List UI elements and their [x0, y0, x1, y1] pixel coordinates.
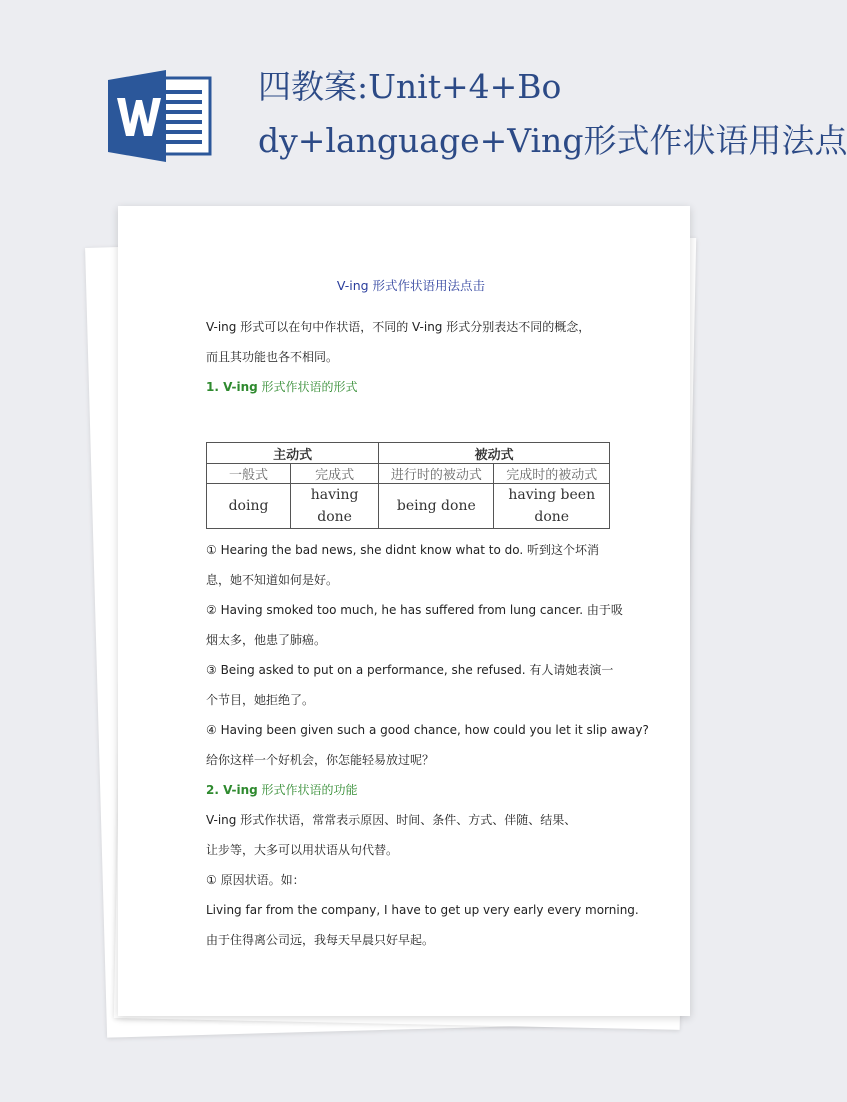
sub-header: 一般式	[207, 464, 291, 484]
table-cell: having been done	[494, 484, 610, 529]
intro-line: 而且其功能也各不相同。	[206, 350, 339, 364]
document-body	[206, 276, 649, 955]
example-line: ③ Being asked to put on a performance, she refused. 有人请她表演一	[206, 663, 614, 677]
table-cell: being done	[379, 484, 494, 529]
example-line: 烟太多，他患了肺癌。	[206, 633, 327, 647]
document-page	[118, 206, 690, 1016]
function-line: V-ing 形式作状语，常常表示原因、时间、条件、方式、伴随、结果、	[206, 813, 577, 827]
section-number: 1. V-ing	[206, 380, 258, 394]
table-cell: having done	[291, 484, 379, 529]
passive-header: 被动式	[379, 443, 610, 464]
title-line-1: 四教案:Unit+4+Bo	[258, 67, 562, 106]
intro-line: V-ing 形式可以在句中作状语，不同的 V-ing 形式分别表达不同的概念，	[206, 320, 591, 334]
section-text: 形式作状语的形式	[257, 380, 358, 394]
sub-header: 完成式	[291, 464, 379, 484]
example-english: Living far from the company, I have to get up very early every morning.	[206, 903, 639, 917]
section-number: 2. V-ing	[206, 783, 258, 797]
example-line: 个节目，她拒绝了。	[206, 693, 315, 707]
example-line: ① Hearing the bad news, she didnt know what to do. 听到这个坏消	[206, 543, 600, 557]
document-title: V-ing 形式作状语用法点击	[336, 278, 486, 293]
example-line: 给你这样一个好机会，你怎能轻易放过呢？	[206, 753, 435, 767]
table-cell: doing	[207, 484, 291, 529]
example-line: ② Having smoked too much, he has suffered from lung cancer. 由于吸	[206, 603, 623, 617]
example-line: ④ Having been given such a good chance, how could you let it slip away?	[206, 723, 649, 737]
word-icon	[108, 70, 210, 162]
title-line-2: dy+language+Ving形式作状语用法点	[258, 121, 847, 160]
sub-header: 进行时的被动式	[379, 464, 494, 484]
example-chinese: 由于住得离公司远，我每天早晨只好早起。	[206, 933, 435, 947]
function-line: 让步等，大多可以用状语从句代替。	[206, 843, 399, 857]
section-heading-1	[206, 372, 616, 402]
cause-label: ① 原因状语。如：	[206, 873, 305, 887]
section-text: 形式作状语的功能	[257, 783, 358, 797]
section-heading-2	[206, 775, 616, 805]
forms-table	[206, 442, 610, 529]
example-line: 息，她不知道如何是好。	[206, 573, 339, 587]
page-title	[258, 60, 847, 168]
sub-header: 完成时的被动式	[494, 464, 610, 484]
active-header: 主动式	[207, 443, 379, 464]
